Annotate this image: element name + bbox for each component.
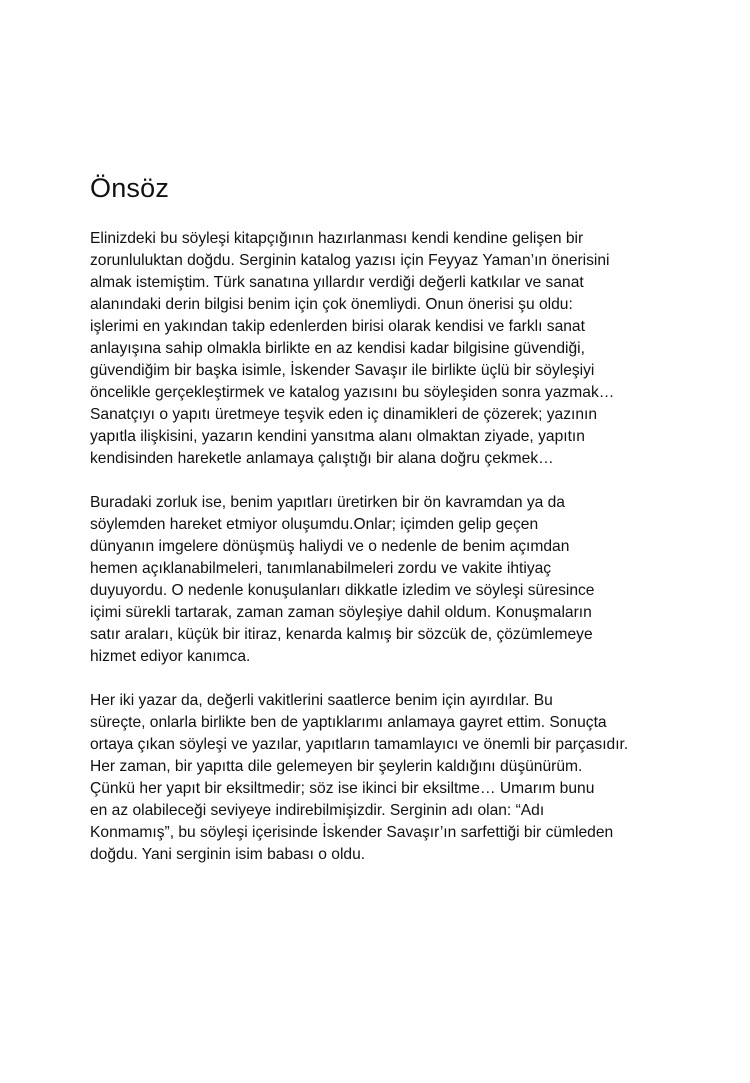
- body-text: [90, 228, 650, 888]
- text-line: hizmet ediyor kanımca.: [90, 648, 251, 665]
- text-line: ortaya çıkan söyleşi ve yazılar, yapıtların tamamlayıcı ve önemli bir parçasıdır.: [90, 736, 629, 753]
- text-line: Konmamış”, bu söyleşi içerisinde İskender Savaşır’ın sarfettiği bir cümleden: [90, 824, 614, 841]
- text-line: duyuyordu. O nedenle konuşulanları dikkatle izledim ve söyleşi süresince: [90, 582, 595, 599]
- text-line: doğdu. Yani serginin isim babası o oldu.: [90, 846, 366, 863]
- paragraph: [90, 492, 650, 668]
- text-line: Buradaki zorluk ise, benim yapıtları üretirken bir ön kavramdan ya da: [90, 494, 565, 511]
- text-line: güvendiğim bir başka isimle, İskender Savaşır ile birlikte üçlü bir söyleşiyi: [90, 362, 595, 379]
- text-line: hemen açıklanabilmeleri, tanımlanabilmeleri zordu ve vakite ihtiyaç: [90, 560, 552, 577]
- text-line: öncelikle gerçekleştirmek ve katalog yazısını bu söyleşiden sonra yazmak…: [90, 384, 615, 401]
- text-line: anlayışına sahip olmakla birlikte en az kendisi kadar bilgisine güvendiği,: [90, 340, 585, 357]
- text-line: Çünkü her yapıt bir eksiltmedir; söz ise ikinci bir eksiltme… Umarım bunu: [90, 780, 595, 797]
- text-line: zorunluluktan doğdu. Serginin katalog yazısı için Feyyaz Yaman’ın önerisini: [90, 252, 610, 269]
- text-line: satır araları, küçük bir itiraz, kenarda kalmış bir sözcük de, çözümlemeye: [90, 626, 593, 643]
- text-line: Her zaman, bir yapıtta dile gelemeyen bir şeylerin kaldığını düşünürüm.: [90, 758, 583, 775]
- text-line: içimi sürekli tartarak, zaman zaman söyleşiye dahil oldum. Konuşmaların: [90, 604, 592, 621]
- text-line: Her iki yazar da, değerli vakitlerini saatlerce benim için ayırdılar. Bu: [90, 692, 553, 709]
- text-line: Sanatçıyı o yapıtı üretmeye teşvik eden iç dinamikleri de çözerek; yazının: [90, 406, 598, 423]
- text-line: dünyanın imgelere dönüşmüş haliydi ve o nedenle de benim açımdan: [90, 538, 570, 555]
- paragraph: [90, 690, 650, 866]
- text-line: Elinizdeki bu söyleşi kitapçığının hazırlanması kendi kendine gelişen bir: [90, 230, 584, 247]
- text-line: almak istemiştim. Türk sanatına yıllardır verdiği değerli katkılar ve sanat: [90, 274, 584, 291]
- text-line: yapıtla ilişkisini, yazarın kendini yansıtma alanı olmaktan ziyade, yapıtın: [90, 428, 585, 445]
- paragraph: [90, 228, 650, 470]
- page-title: Önsöz: [90, 173, 170, 203]
- text-line: en az olabileceği seviyeye indirebilmişizdir. Serginin adı olan: “Adı: [90, 802, 545, 819]
- text-line: kendisinden hareketle anlamaya çalıştığı bir alana doğru çekmek…: [90, 450, 554, 467]
- text-line: alanındaki derin bilgisi benim için çok önemliydi. Onun önerisi şu oldu:: [90, 296, 573, 313]
- text-line: süreçte, onlarla birlikte ben de yaptıklarımı anlamaya gayret ettim. Sonuçta: [90, 714, 607, 731]
- text-line: işlerimi en yakından takip edenlerden birisi olarak kendisi ve farklı sanat: [90, 318, 585, 335]
- text-line: söylemden hareket etmiyor oluşumdu.Onlar; içimden gelip geçen: [90, 516, 539, 533]
